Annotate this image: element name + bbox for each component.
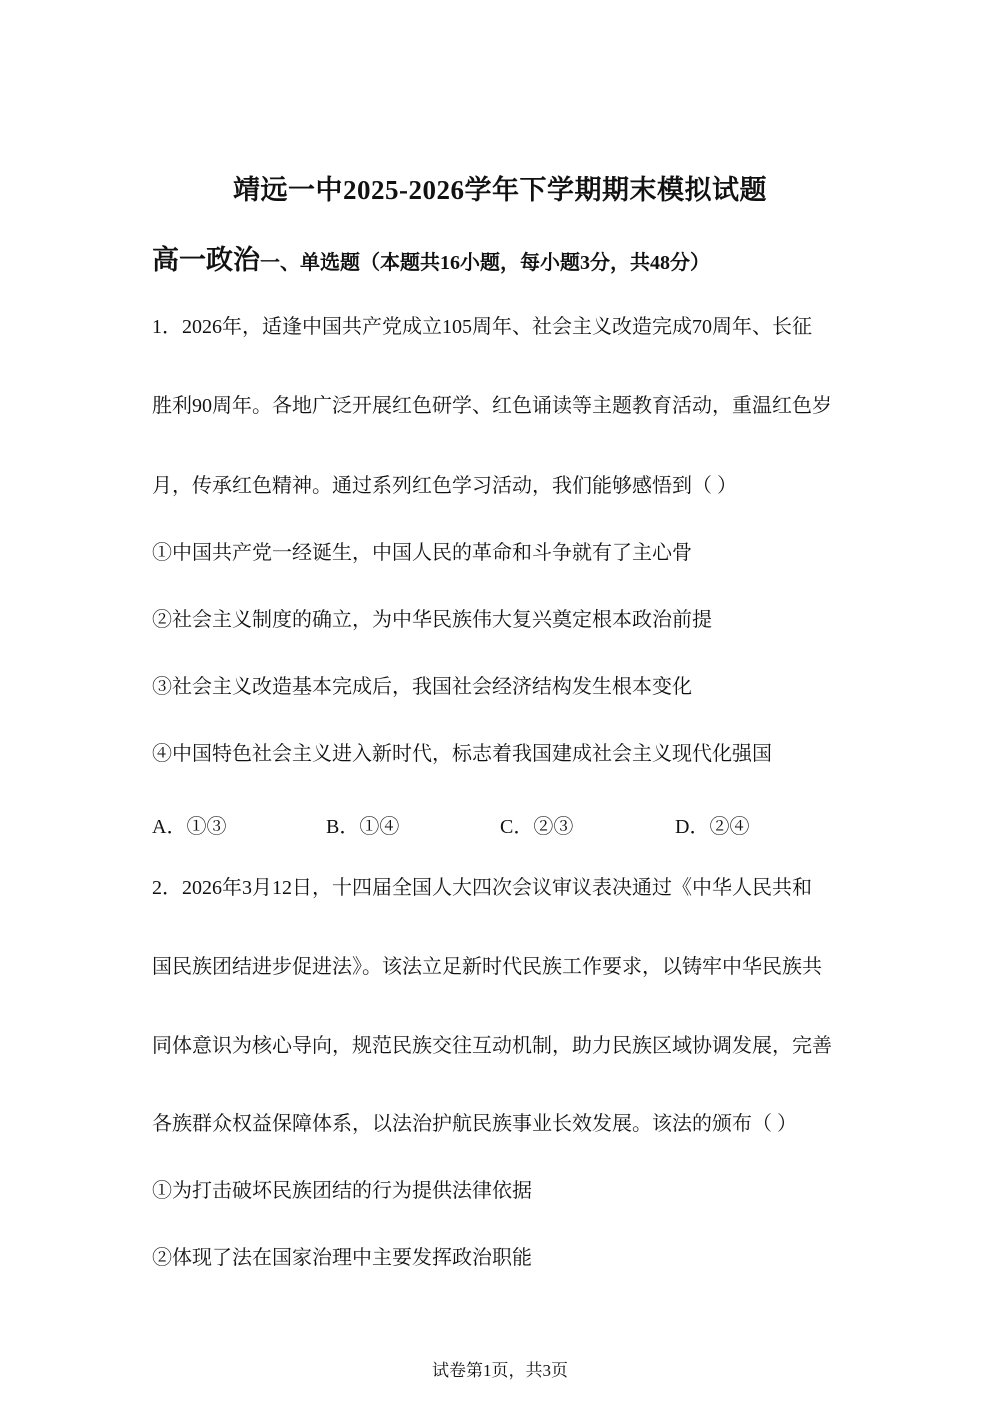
question-2-stem-line-4: 各族群众权益保障体系，以法治护航民族事业长效发展。该法的颁布（ ） bbox=[152, 1113, 797, 1135]
subject-label: 高一政治 bbox=[152, 245, 260, 276]
option-a: A．①③ bbox=[152, 816, 227, 838]
question-2-stem-line-2: 国民族团结进步促进法》。该法立足新时代民族工作要求，以铸牢中华民族共 bbox=[152, 956, 822, 978]
question-1-stem-line-2: 胜利90周年。各地广泛开展红色研学、红色诵读等主题教育活动，重温红色岁 bbox=[152, 395, 832, 417]
page-footer: 试卷第1页，共3页 bbox=[432, 1361, 568, 1380]
question-1-statement-4: ④中国特色社会主义进入新时代，标志着我国建成社会主义现代化强国 bbox=[152, 743, 772, 765]
option-c: C．②③ bbox=[500, 816, 574, 838]
question-1-stem-line-1: 1．2026年，适逢中国共产党成立105周年、社会主义改造完成70周年、长征 bbox=[152, 316, 812, 338]
question-2-statement-1: ①为打击破坏民族团结的行为提供法律依据 bbox=[152, 1180, 532, 1202]
question-1-statement-2: ②社会主义制度的确立，为中华民族伟大复兴奠定根本政治前提 bbox=[152, 609, 712, 631]
section-heading: 一、单选题（本题共16小题，每小题3分，共48分） bbox=[260, 252, 710, 274]
subject-and-section bbox=[152, 238, 710, 277]
question-1-statement-3: ③社会主义改造基本完成后，我国社会经济结构发生根本变化 bbox=[152, 676, 692, 698]
question-2-stem-line-3: 同体意识为核心导向，规范民族交往互动机制，助力民族区域协调发展，完善 bbox=[152, 1035, 832, 1057]
exam-title: 靖远一中2025-2026学年下学期期末模拟试题 bbox=[233, 175, 767, 205]
question-1-statement-1: ①中国共产党一经诞生，中国人民的革命和斗争就有了主心骨 bbox=[152, 542, 692, 564]
question-1-stem-line-3: 月，传承红色精神。通过系列红色学习活动，我们能够感悟到（ ） bbox=[152, 475, 737, 497]
option-d: D．②④ bbox=[675, 816, 750, 838]
question-2-stem-line-1: 2．2026年3月12日，十四届全国人大四次会议审议表决通过《中华人民共和 bbox=[152, 877, 812, 899]
option-b: B．①④ bbox=[326, 816, 400, 838]
question-2-statement-2: ②体现了法在国家治理中主要发挥政治职能 bbox=[152, 1247, 532, 1269]
